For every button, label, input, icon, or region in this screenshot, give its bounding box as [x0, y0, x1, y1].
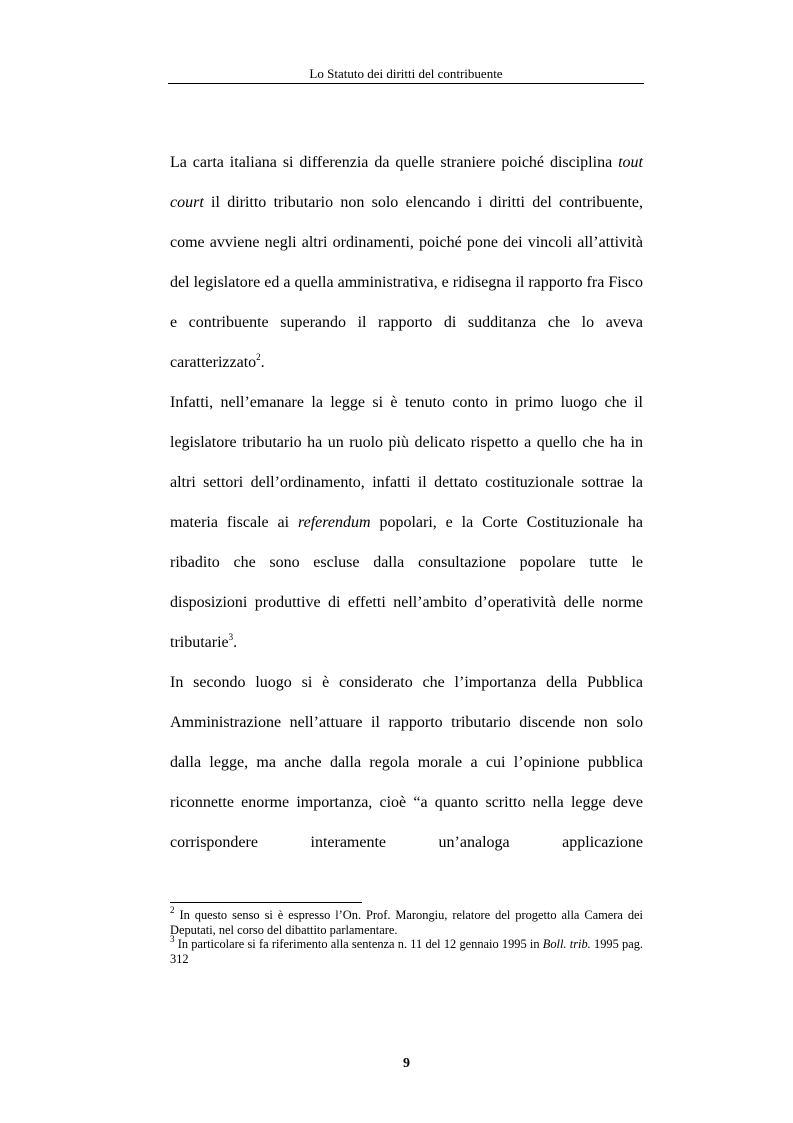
paragraph-1-end: .	[260, 354, 265, 371]
footnote-3-text-a: In particolare si fa riferimento alla sentenza n. 11 del 12 gennaio 1995 in	[174, 937, 543, 951]
paragraph-3: In secondo luogo si è considerato che l’importanza della Pubblica Amministrazione nell’attuare il rapporto tributario discende non solo dalla legge, ma anche dalla regola morale a cui l’opinione pubblica riconnette enorme importanza, cioè “a quanto scritto nella legge deve corrispondere interamente un’analoga applicazione	[170, 674, 643, 851]
footnote-ref-3[interactable]: 3	[228, 631, 234, 642]
paragraph-2-end: .	[233, 634, 238, 651]
body-text	[170, 143, 643, 863]
footnote-3-text-b: 1995 pag. 312	[170, 937, 643, 966]
paragraph-2-italic: referendum	[297, 514, 371, 531]
footnote-ref-2[interactable]: 2	[256, 351, 261, 362]
paragraph-1-italic: tout court	[170, 154, 643, 211]
footnote-divider	[170, 902, 362, 903]
paragraph-1-text-a: La carta italiana si differenzia da quelle straniere poiché disciplina	[170, 154, 619, 171]
footnote-2-text: In questo senso si è espresso l’On. Prof. Marongiu, relatore del progetto alla Camera dei Deputati, nel corso del dibattito parlamentare.	[170, 908, 643, 937]
footnote-3-italic: Boll. trib.	[542, 937, 591, 951]
paragraph-2-text-b: popolari, e la Corte Costituzionale ha ribadito che sono escluse dalla consultazione popolare tutte le disposizioni produttive di effetti nell’ambito d’operatività delle norme tributarie	[170, 514, 644, 651]
paragraph-2	[170, 383, 643, 663]
paragraph-1	[170, 143, 643, 383]
footnote-2-number: 2	[170, 904, 175, 915]
paragraph-2-text-a: Infatti, nell’emanare la legge si è tenuto conto in primo luogo che il legislatore tributario ha un ruolo più delicato rispetto a quello che ha in altri settori dell’ordinamento, infatti il dettato costituzionale sottrae la materia fiscale ai	[170, 394, 643, 531]
footnote-2	[170, 904, 643, 937]
footnotes	[170, 904, 643, 966]
footnote-3-number: 3	[170, 933, 175, 944]
header-divider	[168, 83, 644, 84]
running-header: Lo Statuto dei diritti del contribuente	[309, 66, 503, 81]
page-number: 9	[403, 1056, 410, 1071]
footnote-3	[170, 933, 643, 966]
paragraph-1-text-b: il diritto tributario non solo elencando i diritti del contribuente, come avviene negli altri ordinamenti, poiché pone dei vincoli all’attività del legislatore ed a quella amministrativa, e ridisegna il rapporto fra Fisco e contribuente superando il rapporto di sudditanza che lo aveva caratterizzato	[170, 194, 643, 371]
